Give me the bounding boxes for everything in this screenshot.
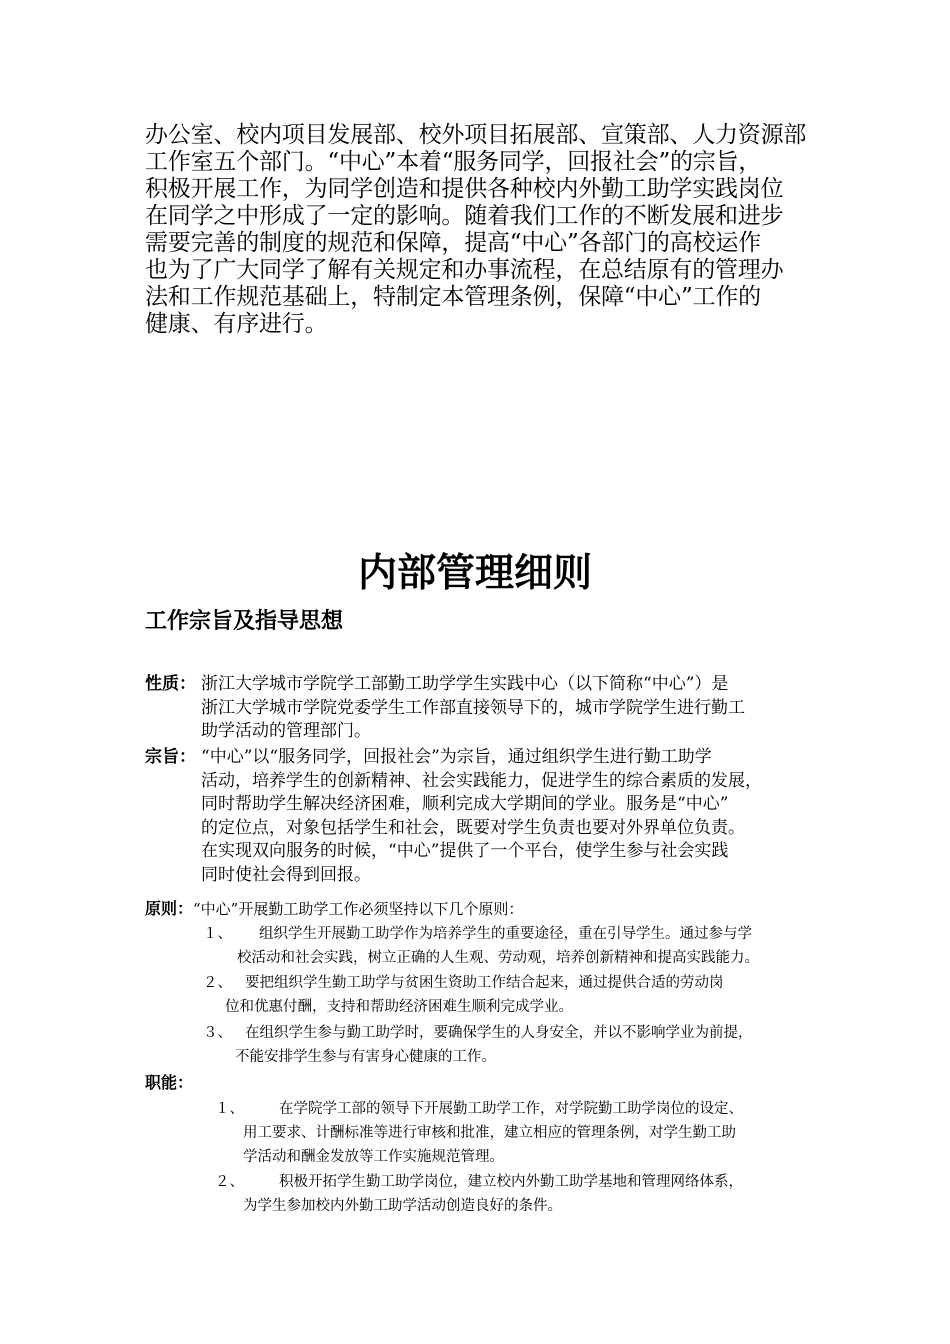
- principle-item: [203, 1021, 753, 1069]
- item-number: １、: [203, 926, 232, 942]
- intro-line: 办公室、校内项目发展部、校外项目拓展部、宣策部、人力资源部: [145, 122, 807, 148]
- principles-label: 原则：: [145, 899, 194, 918]
- intro-line: 积极开展工作，为同学创造和提供各种校内外勤工助学实践岗位: [145, 176, 784, 202]
- nature-line: 助学活动的管理部门。: [201, 721, 371, 741]
- nature-line: 浙江大学城市学院党委学生工作部直接领导下的，城市学院学生进行勤工: [201, 697, 745, 718]
- section-heading: 工作宗旨及指导思想: [145, 609, 344, 634]
- item-line: 在学院学工部的领导下开展勤工助学工作，对学院勤工助学岗位的设定、: [279, 1101, 743, 1117]
- item-number: ２、: [203, 975, 232, 991]
- nature-section: [145, 673, 835, 744]
- intro-line: 在同学之中形成了一定的影响。随着我们工作的不断发展和进步: [145, 203, 784, 229]
- item-line: 组织学生开展勤工助学作为培养学生的重要途径，重在引导学生。通过参与学: [259, 926, 752, 942]
- item-line: 位和优惠付酬，支持和帮助经济困难生顺利完成学业。: [225, 999, 573, 1015]
- item-number: ２、: [215, 1174, 244, 1190]
- item-number: １、: [215, 1101, 244, 1117]
- nature-line: 浙江大学城市学院学工部勤工助学学生实践中心（以下简称“中心”）是: [201, 674, 729, 694]
- intro-line: 工作室五个部门。“中心”本着“服务同学，回报社会”的宗旨，: [145, 149, 762, 175]
- purpose-line: 活动，培养学生的创新精神、社会实践能力，促进学生的综合素质的发展，: [201, 770, 762, 791]
- item-line: 校活动和社会实践，树立正确的人生观、劳动观，培养创新精神和提高实践能力。: [237, 950, 759, 966]
- principle-item: [203, 922, 759, 970]
- principles-heading: [145, 898, 523, 920]
- principles-intro: “中心”开展勤工助学工作必须坚持以下几个原则：: [193, 900, 524, 918]
- item-line: 为学生参加校内外勤工助学活动创造良好的条件。: [243, 1198, 562, 1214]
- function-item: [215, 1170, 743, 1218]
- intro-line: 法和工作规范基础上，特制定本管理条例，保障“中心”工作的: [145, 284, 761, 310]
- nature-text: [145, 673, 835, 744]
- item-number: ３、: [203, 1025, 232, 1041]
- intro-line: 也为了广大同学了解有关规定和办事流程，在总结原有的管理办: [145, 257, 784, 283]
- functions-label: 职能：: [145, 1073, 194, 1092]
- purpose-line: 同时使社会得到回报。: [201, 864, 371, 885]
- principle-item: [203, 971, 724, 1019]
- purpose-line: “中心”以“服务同学，回报社会”为宗旨，通过组织学生进行勤工助学: [201, 747, 712, 767]
- item-line: 用工要求、计酬标准等进行审核和批准，建立相应的管理条例，对学生勤工助: [243, 1125, 736, 1141]
- item-line: 学活动和酬金发放等工作实施规范管理。: [243, 1149, 504, 1165]
- item-line: 要把组织学生勤工助学与贫困生资助工作结合起来，通过提供合适的劳动岗: [245, 975, 724, 991]
- item-line: 积极开拓学生勤工助学岗位，建立校内外勤工助学基地和管理网络体系，: [279, 1174, 743, 1190]
- purpose-text: [145, 746, 835, 887]
- purpose-line: 在实现双向服务的时候，“中心”提供了一个平台，使学生参与社会实践: [201, 841, 729, 861]
- purpose-line: 同时帮助学生解决经济困难，顺利完成大学期间的学业。服务是“中心”: [201, 794, 729, 814]
- purpose-label: 宗旨：: [145, 747, 196, 767]
- intro-paragraph: [145, 122, 825, 338]
- intro-line: 健康、有序进行。: [145, 311, 328, 337]
- purpose-section: [145, 746, 835, 887]
- document-title: 内部管理细则: [357, 551, 592, 596]
- purpose-line: 的定位点，对象包括学生和社会，既要对学生负责也要对外界单位负责。: [201, 817, 745, 838]
- nature-label: 性质：: [145, 674, 196, 694]
- item-line: 不能安排学生参与有害身心健康的工作。: [235, 1049, 496, 1065]
- item-line: 在组织学生参与勤工助学时，要确保学生的人身安全，并以不影响学业为前提，: [245, 1025, 753, 1041]
- function-item: [215, 1097, 743, 1169]
- intro-line: 需要完善的制度的规范和保障，提高“中心”各部门的高校运作: [145, 230, 761, 256]
